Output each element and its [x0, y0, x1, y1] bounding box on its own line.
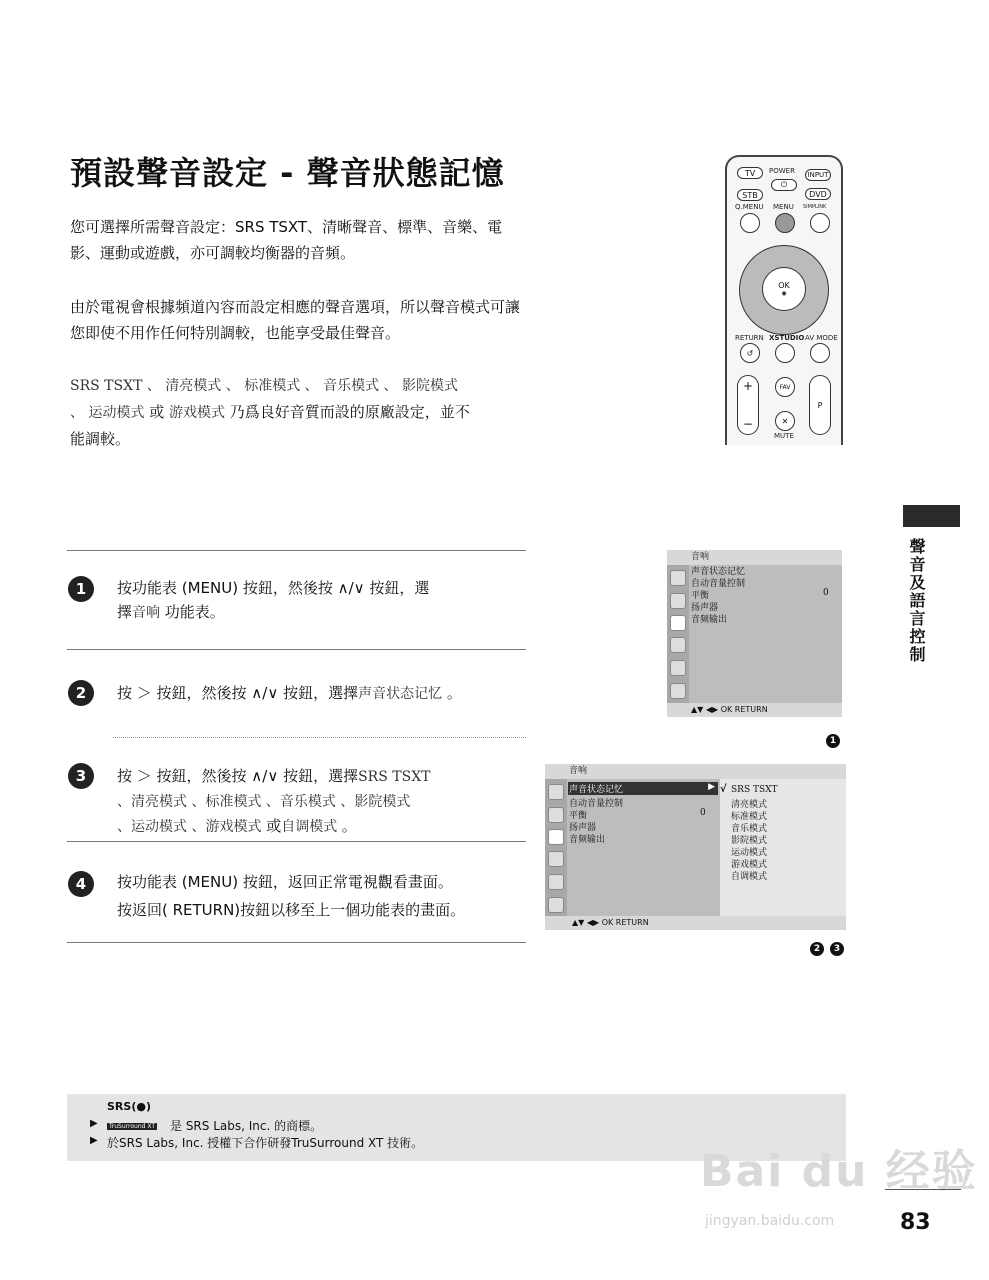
osd-audio-menu-1 [667, 550, 842, 717]
volume-rocker [737, 375, 759, 435]
submenu-item: 清亮模式 [731, 800, 768, 810]
submenu-item: SRS TSXT [731, 785, 778, 795]
ok-label: OK [778, 281, 790, 290]
step-2-line1c: 。 [442, 684, 462, 702]
bullet-icon: ▶ [90, 1118, 98, 1129]
step-3-srs-option: SRS TSXT [358, 769, 431, 785]
osd-item: 扬声器 [569, 823, 597, 833]
osd-item: 自动音量控制 [691, 579, 746, 589]
figure-badge-3: 3 [830, 942, 844, 956]
intro-paragraph-1: 您可選擇所需聲音設定：SRS TSXT、清晰聲音、標準、音樂、電影、運動或遊戲，亦可調較均衡器的音頻。 [70, 218, 503, 262]
srs-logo-text: SRS(●) [107, 1100, 151, 1113]
step-2-line1a: 按 ＞ 按鈕，然後按 ∧/∨ 按鈕，選擇 [117, 684, 359, 702]
remote-control [725, 155, 843, 445]
qmenu-button [740, 213, 760, 233]
volume-up-icon: + [742, 379, 754, 393]
power-button: ⏻ [771, 179, 797, 191]
qmenu-label: Q.MENU [735, 203, 764, 211]
trademark-line-2: 於SRS Labs, Inc. 授權下合作研發TruSurround XT 技術。 [107, 1136, 424, 1150]
osd-header: 音响 [667, 550, 842, 565]
avmode-label: AV MODE [805, 334, 838, 342]
osd-icon-column [667, 565, 689, 703]
power-label: POWER [769, 167, 795, 175]
return-label: RETURN [735, 334, 764, 342]
divider [67, 550, 526, 551]
osd-item: 扬声器 [691, 603, 719, 613]
ok-button [762, 267, 806, 311]
step-3-text [117, 764, 517, 839]
avmode-button [810, 343, 830, 363]
osd-item-label: 声音状态记忆 [569, 785, 624, 795]
divider [67, 649, 526, 650]
baidu-watermark-url: jingyan.baidu.com [705, 1213, 835, 1229]
or-text: 或 [144, 403, 169, 421]
srs-logo-sub: TruSurround XT [109, 1123, 156, 1130]
step-1-number: 1 [68, 576, 94, 602]
submenu-item: 影院模式 [731, 836, 768, 846]
baidu-watermark: Bai du 经验 [700, 1146, 978, 1197]
osd-audio-menu-2 [545, 764, 846, 930]
input-icon [670, 683, 686, 699]
figure-badge-2: 2 [810, 942, 824, 956]
menu-button [775, 213, 795, 233]
intro-paragraph-2: 由於電視會根據頻道內容而設定相應的聲音選項，所以聲音模式可讓您即使不用作任何特別調較，也能享受最佳聲音。 [70, 298, 521, 342]
figure-badge-1: 1 [826, 734, 840, 748]
step-3-end: 。 [341, 817, 357, 835]
program-rocker [809, 375, 831, 435]
program-label: P [817, 400, 823, 410]
osd-submenu [720, 779, 846, 916]
step-1-line2a: 擇 [117, 603, 133, 621]
step-1-line1: 按功能表 (MENU) 按鈕，然後按 ∧/∨ 按鈕，選 [117, 579, 430, 597]
step-2-option-name: 声音状态记忆 [358, 686, 443, 702]
sound-mode-sport: 、 运动模式 [70, 405, 145, 421]
tv-button: TV [737, 167, 763, 179]
simplink-label: SIMPLINK [803, 204, 827, 210]
audio-icon [548, 829, 564, 845]
section-tab-label: 聲音及語言控制 [907, 538, 926, 664]
picture-icon [670, 570, 686, 586]
step-3-or: 或 [261, 817, 282, 835]
simplink-button [810, 213, 830, 233]
osd-header: 音响 [545, 764, 846, 779]
return-button: ↺ [740, 343, 760, 363]
input-icon [548, 897, 564, 913]
option-icon [548, 874, 564, 890]
step-4-number: 4 [68, 871, 94, 897]
time-icon [548, 851, 564, 867]
submenu-item: 运动模式 [731, 848, 768, 858]
intro-rest: 乃爲良好音質而設的原廠設定，並不 [225, 403, 470, 421]
section-tab-marker [903, 505, 960, 527]
osd-item: 平衡 [569, 811, 588, 821]
screen-icon [548, 807, 564, 823]
step-4-line1: 按功能表 (MENU) 按鈕，返回正常電視觀看畫面。 [117, 873, 453, 891]
screen-icon [670, 593, 686, 609]
submenu-item: 自调模式 [731, 872, 768, 882]
osd-item-selected [568, 782, 718, 795]
volume-down-icon: − [742, 417, 754, 431]
step-1-menu-name: 音响 [132, 605, 161, 621]
dvd-button: DVD [805, 188, 831, 200]
option-icon [670, 660, 686, 676]
submenu-item: 标准模式 [731, 812, 768, 822]
bullet-icon: ▶ [90, 1135, 98, 1146]
time-icon [670, 637, 686, 653]
intro-paragraph-3 [70, 372, 530, 452]
sound-mode-list: SRS TSXT 、 清亮模式 、 标准模式 、 音乐模式 、 影院模式 [70, 378, 459, 394]
osd-balance-value: 0 [823, 588, 829, 598]
intro-line3: 能調較。 [70, 430, 131, 448]
step-3-mode-list-2: 、运动模式 、游戏模式 [117, 819, 262, 835]
step-3-line1a: 按 ＞ 按鈕，然後按 ∧/∨ 按鈕，選擇 [117, 767, 359, 785]
divider [67, 841, 526, 842]
divider [67, 942, 526, 943]
step-3-custom-mode: 自调模式 [281, 819, 342, 835]
submenu-item: 音乐模式 [731, 824, 768, 834]
step-2-number: 2 [68, 680, 94, 706]
step-4-text [117, 868, 517, 924]
xstudio-label: XSTUDIO [769, 334, 805, 342]
osd-item: 音频输出 [691, 615, 728, 625]
check-icon: √ [720, 784, 727, 795]
submenu-item: 游戏模式 [731, 860, 768, 870]
picture-icon [548, 784, 564, 800]
xstudio-button [775, 343, 795, 363]
step-1-text [117, 576, 517, 625]
stb-button: STB [737, 189, 763, 201]
fav-button: FAV [775, 377, 795, 397]
mute-icon: ✕ [775, 411, 795, 431]
osd-item: 自动音量控制 [569, 799, 624, 809]
srs-logo [107, 1100, 163, 1130]
osd-item: 平衡 [691, 591, 710, 601]
step-2-text [117, 681, 517, 706]
osd-item: 音频输出 [569, 835, 606, 845]
mute-label: MUTE [774, 432, 794, 440]
audio-icon [670, 615, 686, 631]
input-button: INPUT [805, 169, 831, 181]
osd-footer: ▲▼ ◀▶ OK RETURN [545, 916, 846, 930]
dotted-divider [113, 737, 526, 738]
step-3-number: 3 [68, 763, 94, 789]
page-number-rule [885, 1189, 961, 1190]
step-4-line2: 按返回( RETURN)按鈕以移至上一個功能表的畫面。 [117, 901, 466, 919]
osd-footer: ▲▼ ◀▶ OK RETURN [667, 703, 842, 717]
osd-item: 声音状态记忆 [691, 567, 746, 577]
osd-balance-value: 0 [700, 808, 706, 818]
trademark-line-1: 是 SRS Labs, Inc. 的商標。 [170, 1119, 323, 1133]
page-number: 83 [900, 1210, 931, 1235]
submenu-arrow-icon: ▶ [708, 782, 715, 792]
menu-label: MENU [773, 203, 794, 211]
osd-icon-column [545, 779, 567, 916]
step-3-mode-list: 、清亮模式 、标准模式 、音乐模式 、影院模式 [117, 794, 411, 810]
sound-mode-game: 游戏模式 [169, 405, 225, 421]
step-1-line2c: 功能表。 [160, 603, 225, 621]
page-title: 預設聲音設定 - 聲音狀態記憶 [70, 154, 505, 192]
ok-dot-icon: ◉ [781, 290, 787, 297]
